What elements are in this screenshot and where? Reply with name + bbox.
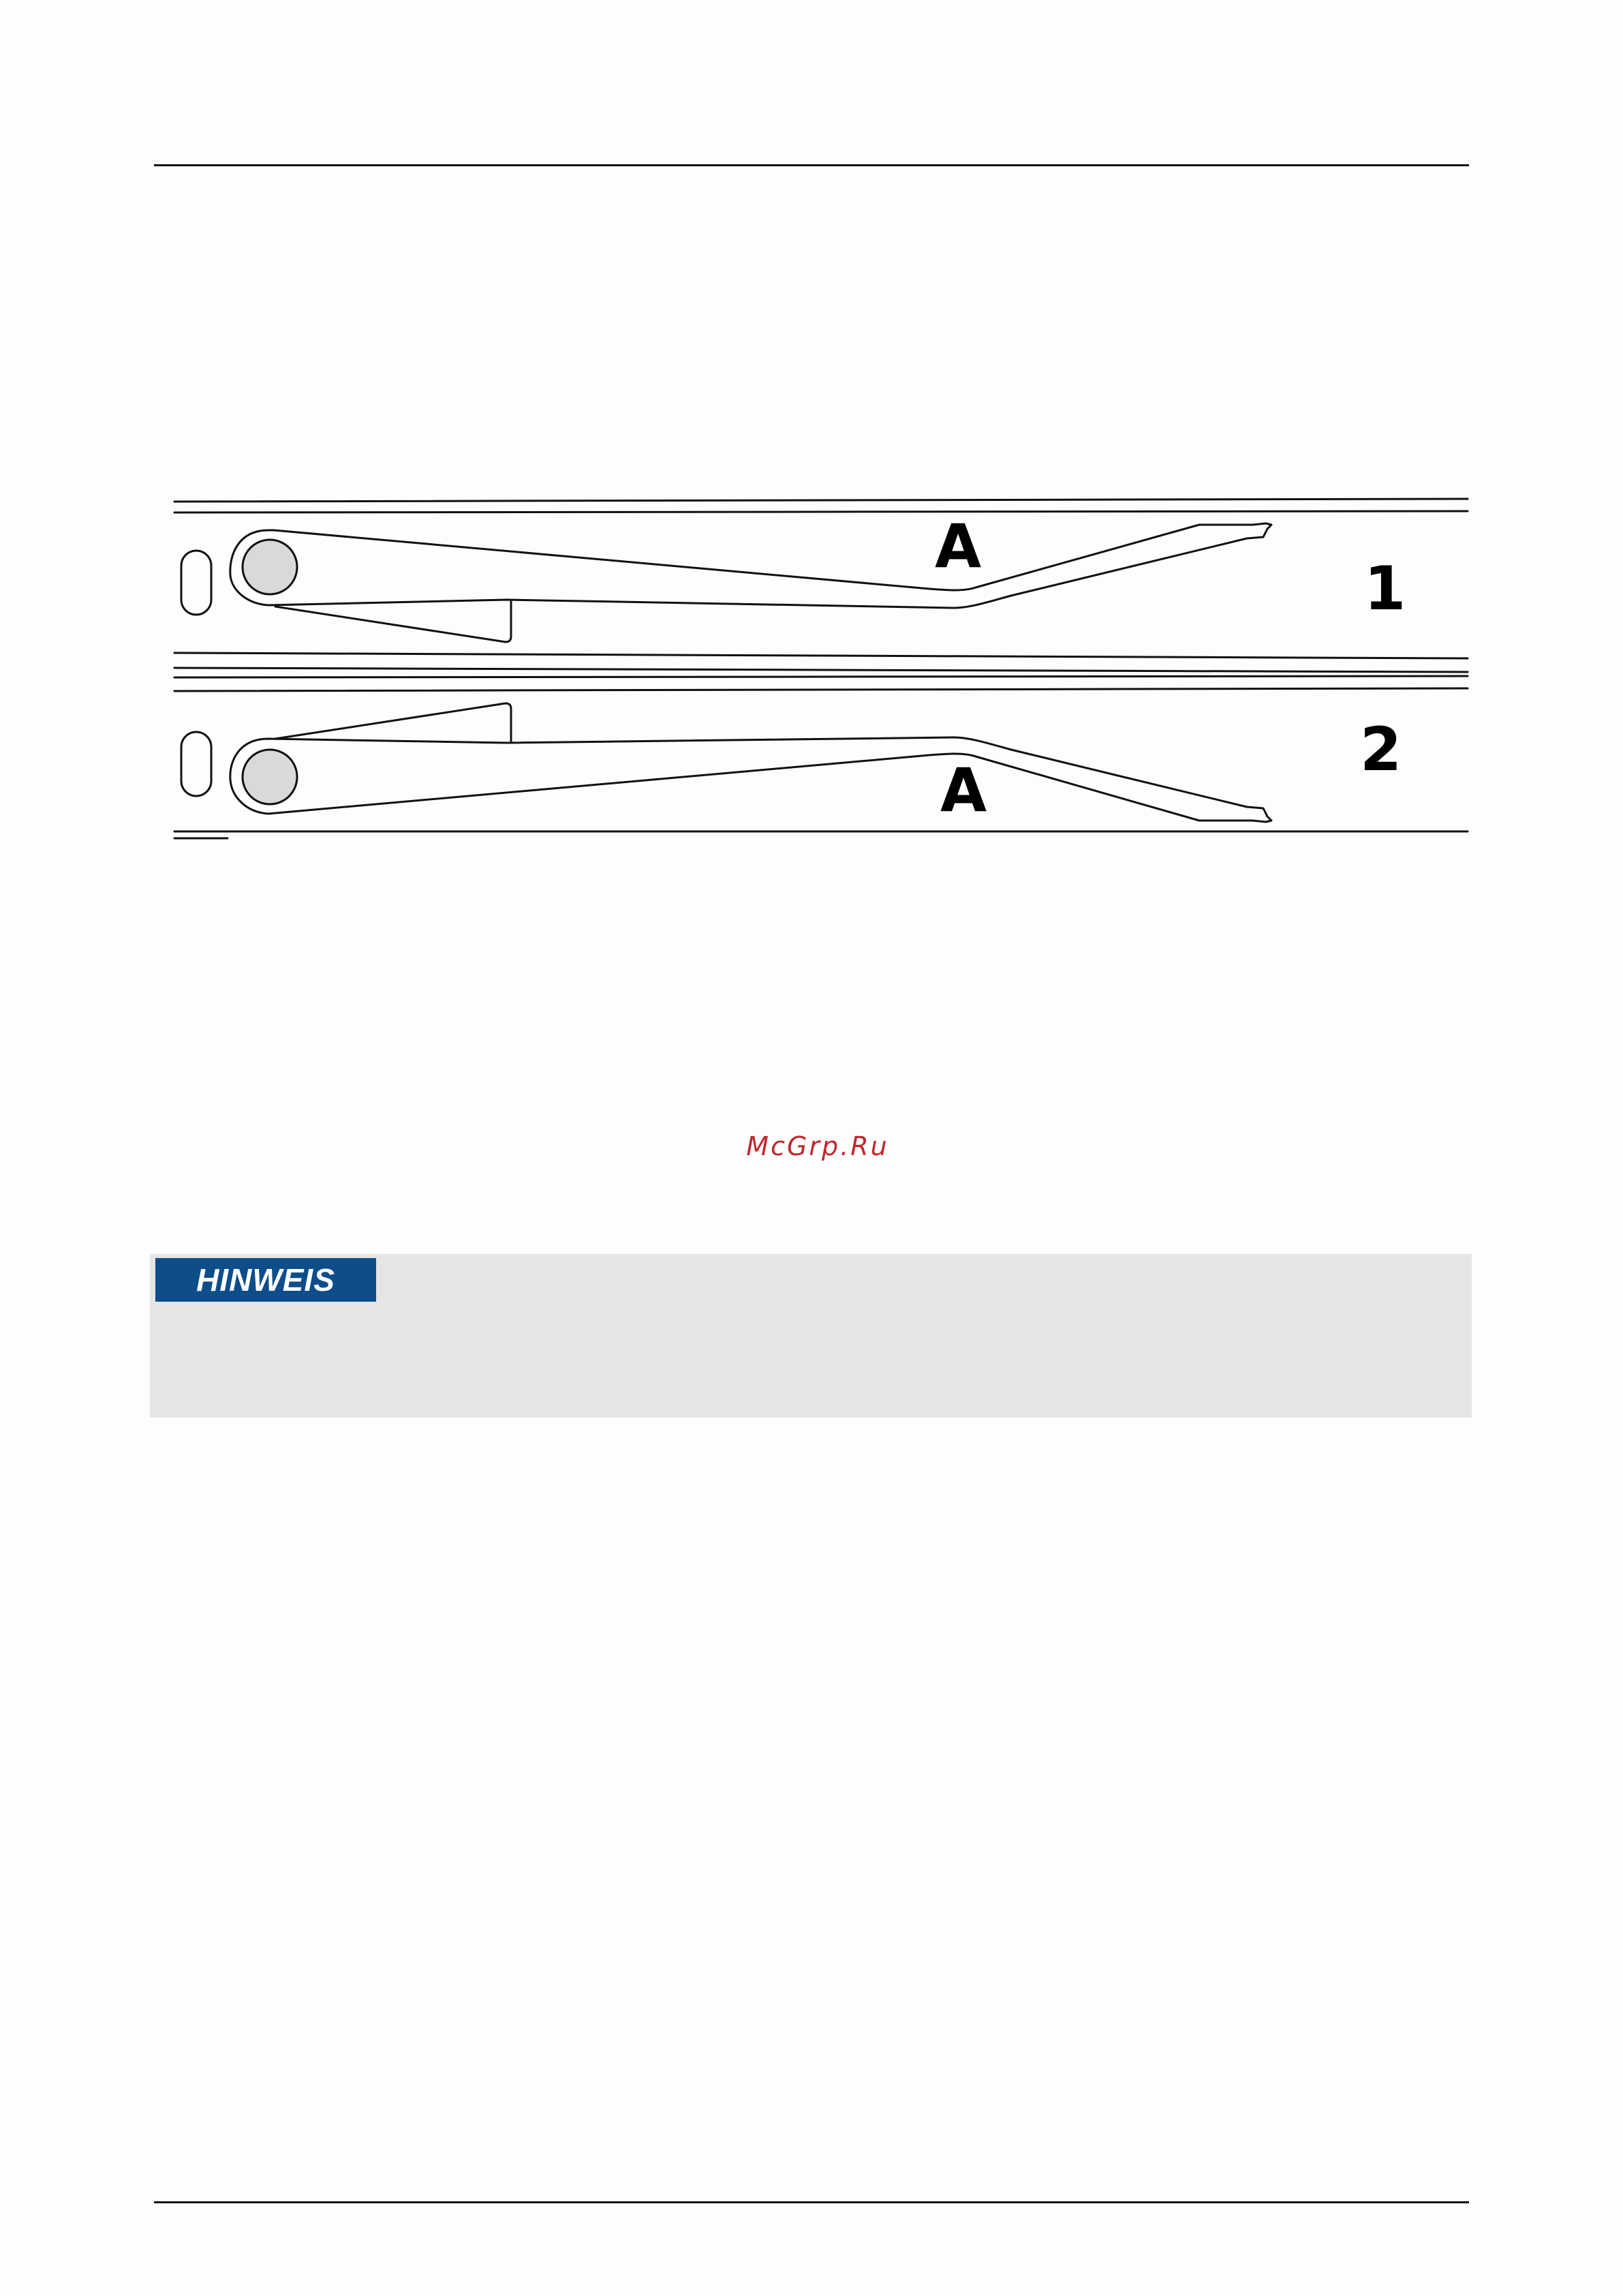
- figure-label-a-top: A: [935, 511, 982, 581]
- rail-drawing: [173, 498, 1470, 846]
- rail-1-knob: [243, 540, 297, 594]
- note-box: [150, 1254, 1472, 1418]
- rail-2-lever: [230, 737, 1271, 825]
- rail-1-top-inner-edge: [174, 511, 1468, 512]
- rail-2-slot: [181, 732, 211, 796]
- rail-2-wedge: [275, 703, 511, 743]
- header-rule: [154, 164, 1469, 166]
- rail-1-slot: [181, 551, 211, 615]
- rail-figure: [173, 498, 1470, 846]
- figure-label-position-2: 2: [1360, 714, 1402, 784]
- rail-1-wedge: [275, 601, 511, 642]
- rail-separator-2: [174, 676, 1468, 677]
- figure-label-a-bottom: A: [940, 755, 987, 825]
- rail-1-lever: [230, 523, 1271, 608]
- rail-1-top-edge: [174, 499, 1468, 502]
- rail-separator-3: [174, 688, 1468, 691]
- figure-label-position-1: 1: [1364, 553, 1406, 624]
- rail-1-bottom-edge: [174, 653, 1468, 658]
- footer-rule: [154, 2201, 1469, 2203]
- note-badge: HINWEIS: [155, 1258, 376, 1302]
- watermark: McGrp.Ru: [746, 1131, 889, 1161]
- rail-2-knob: [243, 750, 297, 804]
- rail-separator-1: [174, 668, 1468, 672]
